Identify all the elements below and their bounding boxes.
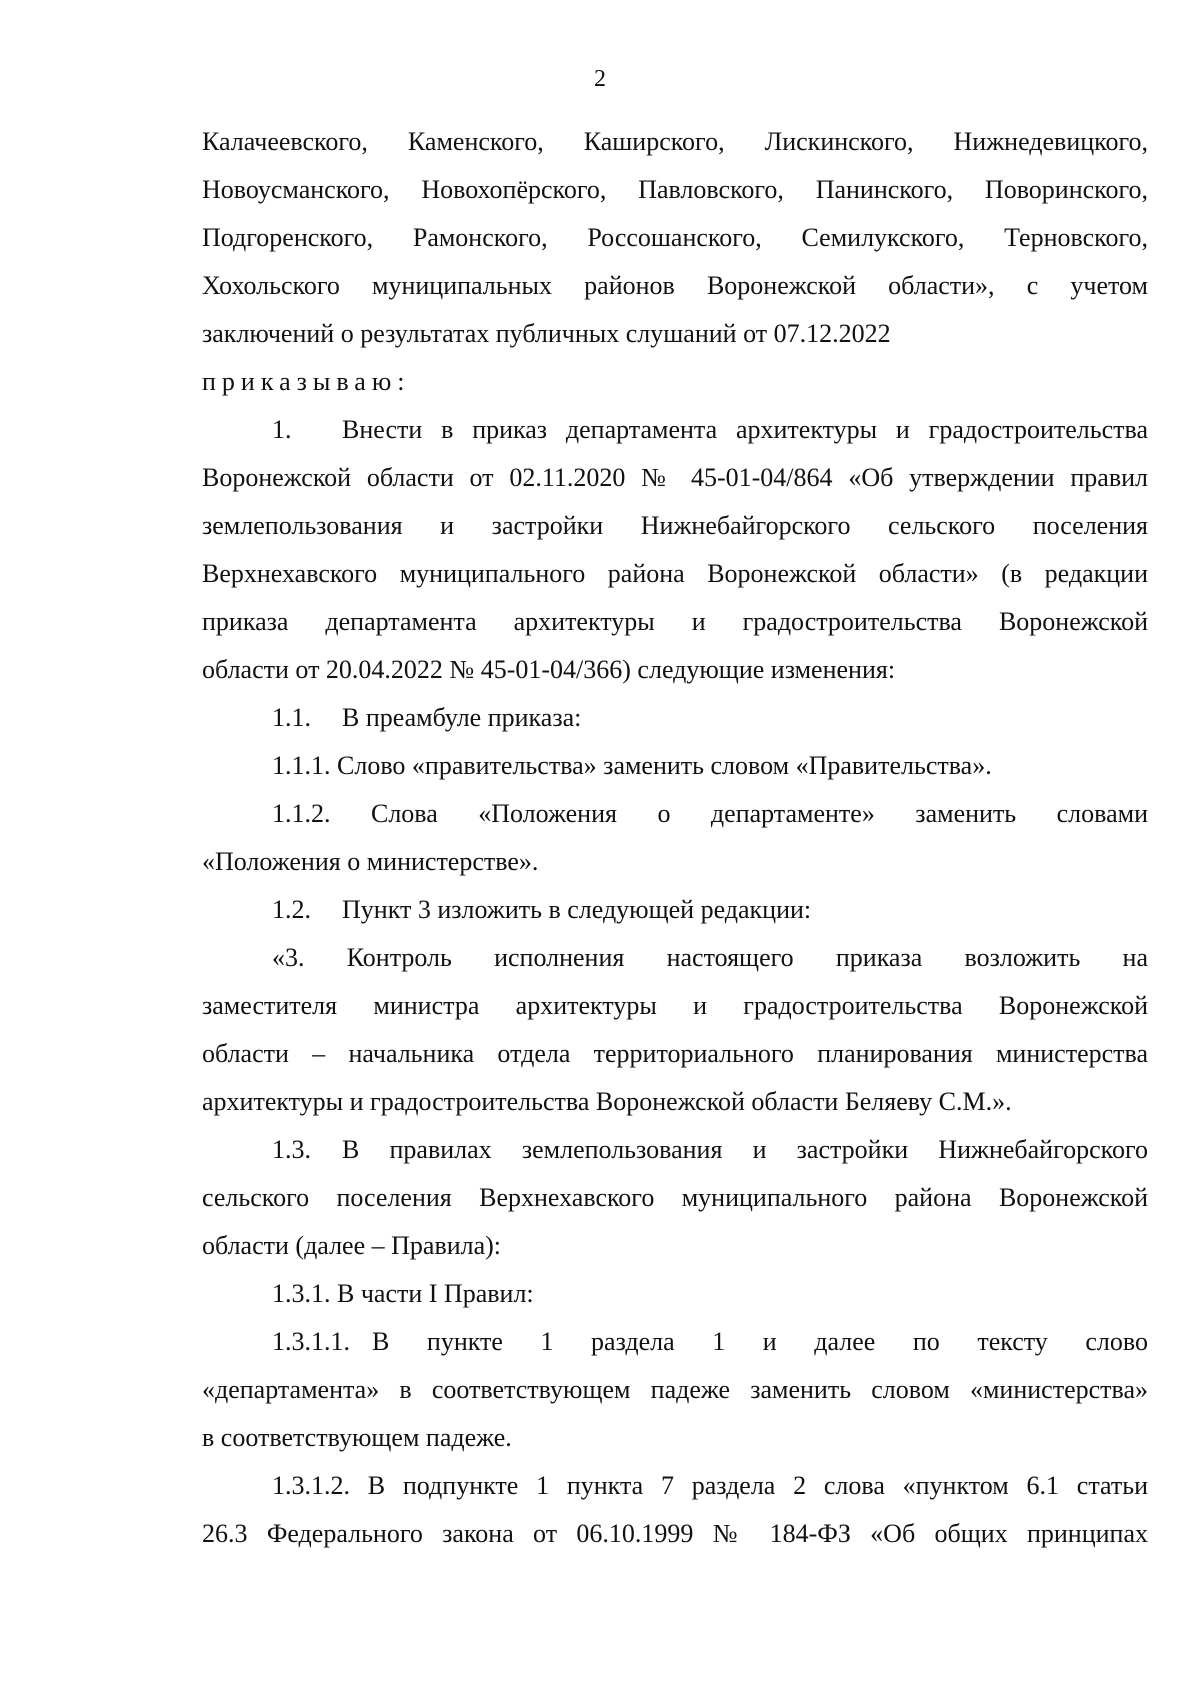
- clause-1-3-1-2: [202, 1462, 1148, 1510]
- clause-1-1-1: [202, 742, 1148, 790]
- text-line: землепользования и застройки Нижнебайгорского сельского поселения: [202, 511, 1148, 540]
- text-line: в соответствующем падеже.: [202, 1423, 512, 1452]
- clause-number: 1.3.1.1.: [272, 1327, 350, 1356]
- order-keyword: приказываю:: [202, 367, 411, 396]
- clause-1-3-1-1: [202, 1318, 1148, 1366]
- text-line: Воронежской области от 02.11.2020 № 45-01-04/864 «Об утверждении правил: [202, 463, 1148, 492]
- clause-1-3: [202, 1126, 1148, 1174]
- clause-number: 1.: [272, 415, 292, 444]
- text-line: Хохольского муниципальных районов Воронежской области», с учетом: [202, 271, 1148, 300]
- text-line: «Положения о министерстве».: [202, 847, 539, 876]
- text-line: области (далее – Правила):: [202, 1231, 502, 1260]
- clause-number: 1.1.1.: [272, 751, 331, 780]
- clause-1-1-2: [202, 790, 1148, 838]
- text-line: В подпункте 1 пункта 7 раздела 2 слова «пунктом 6.1 статьи: [367, 1471, 1148, 1500]
- text-line: заключений о результатах публичных слушаний от 07.12.2022: [202, 319, 891, 348]
- document-body: [202, 118, 1148, 1558]
- text-line: Пункт 3 изложить в следующей редакции:: [342, 895, 812, 924]
- clause-1-first-line: [202, 406, 1148, 454]
- clause-number: 1.3.1.2.: [272, 1471, 350, 1500]
- clause-number: 1.1.: [272, 703, 311, 732]
- text-line: приказа департамента архитектуры и градостроительства Воронежской: [202, 607, 1148, 636]
- text-line: Слово «правительства» заменить словом «Правительства».: [337, 751, 992, 780]
- text-line: заместителя министра архитектуры и градостроительства Воронежской: [202, 991, 1148, 1020]
- clause-1-1: [202, 694, 1148, 742]
- text-line: архитектуры и градостроительства Воронежской области Беляеву С.М.».: [202, 1087, 1012, 1116]
- text-line: «департамента» в соответствующем падеже заменить словом «министерства»: [202, 1375, 1148, 1404]
- clause-1-2: [202, 886, 1148, 934]
- text-line: сельского поселения Верхнехавского муниципального района Воронежской: [202, 1183, 1148, 1212]
- clause-number: 1.2.: [272, 895, 311, 924]
- text-line: Слова «Положения о департаменте» заменить словами: [370, 799, 1148, 828]
- text-line: В части I Правил:: [337, 1279, 534, 1308]
- text-line: области от 20.04.2022 № 45-01-04/366) следующие изменения:: [202, 655, 896, 684]
- quoted-clause-3: «3. Контроль исполнения настоящего приказа возложить на: [272, 943, 1148, 972]
- text-line: области – начальника отдела территориального планирования министерства: [202, 1039, 1148, 1068]
- text-line: В правилах землепользования и застройки Нижнебайгорского: [342, 1135, 1148, 1164]
- text-line: Внести в приказ департамента архитектуры и градостроительства: [342, 415, 1148, 444]
- text-line: Новоусманского, Новохопёрского, Павловского, Панинского, Поворинского,: [202, 175, 1148, 204]
- text-line: 26.3 Федерального закона от 06.10.1999 № 184-ФЗ «Об общих принципах: [202, 1519, 1148, 1548]
- clause-1-3-1: [202, 1270, 1148, 1318]
- clause-number: 1.1.2.: [272, 799, 331, 828]
- text-line: Подгоренского, Рамонского, Россошанского, Семилукского, Терновского,: [202, 223, 1148, 252]
- page-number: 2: [594, 66, 606, 92]
- text-line: Калачеевского, Каменского, Каширского, Лискинского, Нижнедевицкого,: [202, 127, 1148, 156]
- text-line: В пункте 1 раздела 1 и далее по тексту слово: [372, 1327, 1148, 1356]
- text-line: В преамбуле приказа:: [342, 703, 582, 732]
- clause-number: 1.3.: [272, 1135, 311, 1164]
- clause-number: 1.3.1.: [272, 1279, 331, 1308]
- text-line: Верхнехавского муниципального района Воронежской области» (в редакции: [202, 559, 1148, 588]
